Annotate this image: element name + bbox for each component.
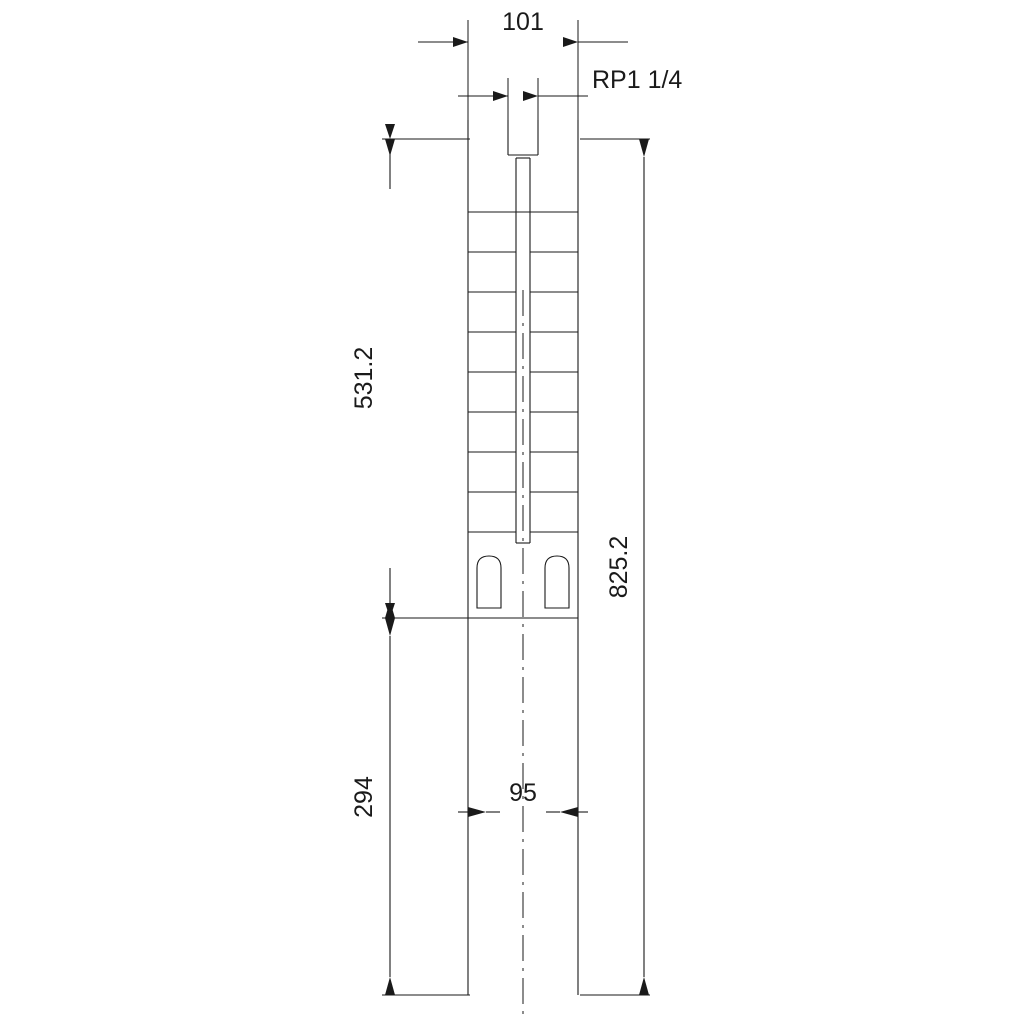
dimension-upper-length	[350, 139, 395, 618]
dimension-top-width	[418, 8, 628, 42]
dimension-label-531-2: 531.2	[350, 346, 378, 410]
dimension-label-101: 101	[502, 8, 544, 36]
dimension-label-294: 294	[350, 776, 378, 818]
dimension-label-rp1-1-4: RP1 1/4	[592, 66, 683, 94]
dimension-label-95: 95	[509, 779, 537, 807]
part-outline	[468, 120, 578, 1020]
dimension-lower-length	[350, 618, 395, 995]
dimension-label-825-2: 825.2	[605, 535, 633, 599]
dimension-thread-size	[458, 66, 682, 96]
dimension-total-length	[605, 139, 649, 995]
